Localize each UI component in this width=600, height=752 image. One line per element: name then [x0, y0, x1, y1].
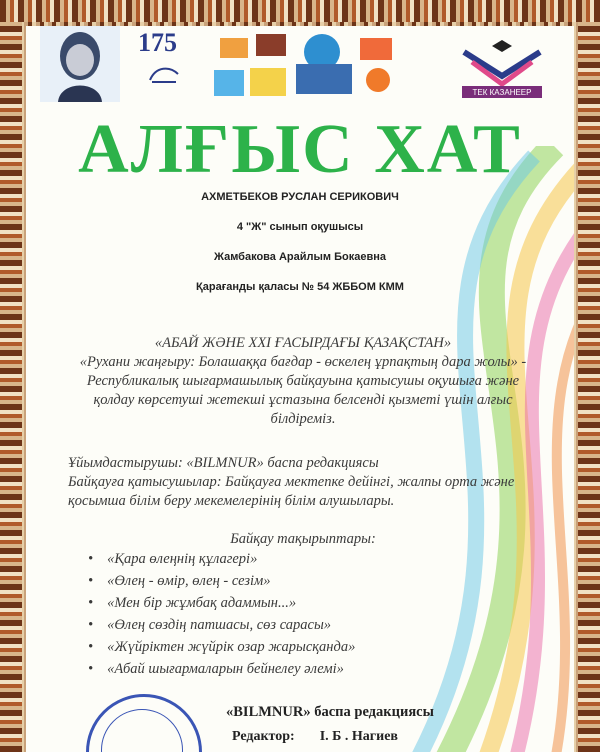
contest-title: «АБАЙ ЖӘНЕ XXI ҒАСЫРДАҒЫ ҚАЗАҚСТАН»: [154, 335, 452, 351]
topic-item: • «Қара өлеңнің құлагері»: [88, 548, 528, 570]
portrait-icon: [40, 26, 120, 102]
topic-item: • «Абай шығармаларын бейнелеу әлемі»: [88, 658, 528, 680]
certificate-sheet: [26, 26, 574, 752]
contest-description: «Рухани жаңғыру: Болашаққа бағдар - өскелең ұрпақтың дара жолы» - Республикалық шығармашылық байқауына қатысушы оқушыға және қолдау көрсетуші жетекші ұстазына белсенді қызметі үшін алғыс білдіреміз.: [79, 354, 527, 427]
organizer-text: Ұйымдастырушы: «BILMNUR» баспа редакциясы: [68, 455, 379, 471]
editor-label: Редактор:: [232, 729, 295, 744]
frame-top-border: [0, 0, 600, 22]
scroll-pen-icon: [146, 62, 182, 86]
recipient-class: 4 "Ж" сынып оқушысы: [236, 221, 364, 233]
recipient-name: АХМЕТБЕКОВ РУСЛАН СЕРИКОВИЧ: [201, 191, 399, 203]
anniversary-number: 175: [138, 28, 177, 57]
participants-text: Байқауға қатысушылар: Байқауға мектепке дейінгі, жалпы орта және қосымша білім беру мекемелерінің білім алушылары.: [68, 474, 515, 509]
topic-item: • «Өлең - өмір, өлең - сезім»: [88, 570, 528, 592]
school-name: Қарағанды қаласы № 54 ЖББОМ КММ: [196, 281, 404, 293]
tek-kazaneer-logo: [454, 40, 550, 102]
editor-line: [232, 729, 532, 745]
frame-left-border: [0, 0, 22, 752]
publisher-name: «BILMNUR» баспа редакциясы: [226, 704, 434, 720]
frame-right-border: [578, 0, 600, 752]
svg-text:ТЕК КАЗАНЕЕР: ТЕК КАЗАНЕЕР: [472, 88, 532, 97]
topic-item: • «Өлең сөздің патшасы, сөз сарасы»: [88, 614, 528, 636]
certificate-title: АЛҒЫС ХАТ: [78, 111, 522, 188]
online-education-illustration: [210, 30, 410, 104]
official-stamp: [86, 694, 202, 752]
editor-name: І. Б . Нагиев: [319, 729, 398, 744]
teacher-name: Жамбакова Арайлым Бокаевна: [214, 251, 386, 263]
topics-heading: Байқау тақырыптары:: [230, 531, 376, 547]
topic-item: • «Жүйріктен жүйрік озар жарысқанда»: [88, 636, 528, 658]
topics-list: [88, 548, 528, 680]
topic-item: • «Мен бір жұмбақ адаммын...»: [88, 592, 528, 614]
